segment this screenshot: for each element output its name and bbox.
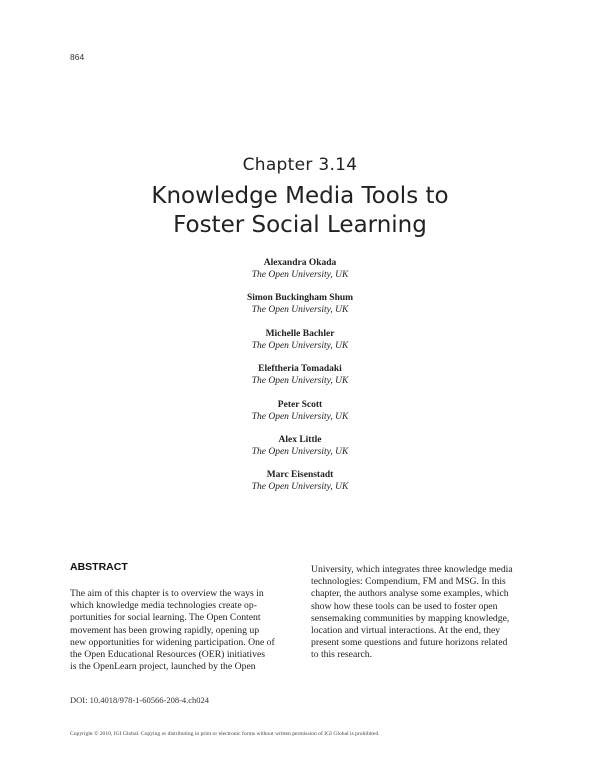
author-entry bbox=[0, 292, 600, 327]
abstract-line: movement has been growing rapidly, opening up bbox=[70, 624, 260, 636]
author-name: Marc Eisenstadt bbox=[266, 470, 334, 481]
author-entry bbox=[0, 363, 600, 398]
abstract-heading: ABSTRACT bbox=[70, 561, 128, 573]
author-list bbox=[0, 257, 600, 505]
author-name: Simon Buckingham Shum bbox=[246, 293, 354, 304]
author-entry bbox=[0, 434, 600, 469]
abstract-line: the Open Educational Resources (OER) initiatives bbox=[70, 649, 266, 661]
author-name: Alex Little bbox=[278, 434, 322, 445]
author-affiliation: The Open University, UK bbox=[251, 411, 349, 422]
author-entry bbox=[0, 257, 600, 292]
author-name: Alexandra Okada bbox=[263, 258, 337, 268]
chapter-title bbox=[60, 182, 540, 240]
author-affiliation: The Open University, UK bbox=[251, 270, 349, 280]
author-name: Eleftheria Tomadaki bbox=[258, 364, 342, 375]
abstract-line: show how these tools can be used to foster open bbox=[311, 600, 498, 612]
chapter-title-line: Knowledge Media Tools to bbox=[151, 183, 449, 209]
author-entry bbox=[0, 469, 600, 504]
abstract-line: University, which integrates three knowledge media bbox=[311, 564, 513, 575]
abstract-line: new opportunities for widening participation. One of bbox=[70, 636, 275, 648]
chapter-title-line: Foster Social Learning bbox=[173, 212, 427, 238]
abstract-column-right bbox=[311, 564, 530, 662]
author-name: Michelle Bachler bbox=[265, 328, 335, 339]
author-affiliation: The Open University, UK bbox=[251, 376, 349, 387]
doi-line: DOI: 10.4018/978-1-60566-208-4.ch024 bbox=[70, 695, 210, 705]
author-affiliation: The Open University, UK bbox=[251, 482, 349, 493]
author-entry bbox=[0, 328, 600, 363]
abstract-line: portunities for social learning. The Open Content bbox=[70, 612, 261, 624]
author-name: Peter Scott bbox=[277, 399, 323, 410]
author-entry bbox=[0, 399, 600, 434]
abstract-line: sensemaking communities by mapping knowledge, bbox=[311, 612, 510, 624]
author-affiliation: The Open University, UK bbox=[251, 340, 349, 351]
abstract-line: is the OpenLearn project, launched by the Open bbox=[70, 661, 256, 673]
abstract-line: location and virtual interactions. At the end, they bbox=[311, 625, 501, 637]
abstract-line: to this research. bbox=[311, 649, 373, 661]
chapter-label: Chapter 3.14 bbox=[242, 155, 358, 175]
copyright-notice: Copyright © 2010, IGI Global. Copying or distributing in print or electronic forms without written permission of IGI Global is prohibited. bbox=[70, 731, 380, 737]
abstract-column-left bbox=[70, 588, 288, 673]
author-affiliation: The Open University, UK bbox=[251, 446, 349, 457]
abstract-line: present some questions and future horizons related bbox=[311, 637, 508, 649]
abstract-line: The aim of this chapter is to overview the ways in bbox=[70, 588, 264, 599]
abstract-line: chapter, the authors analyse some examples, which bbox=[311, 588, 509, 600]
abstract-line: which knowledge media technologies create op- bbox=[70, 600, 257, 612]
abstract-line: technologies: Compendium, FM and MSG. In this bbox=[311, 576, 506, 588]
page-number: 864 bbox=[70, 52, 85, 62]
author-affiliation: The Open University, UK bbox=[251, 305, 349, 316]
